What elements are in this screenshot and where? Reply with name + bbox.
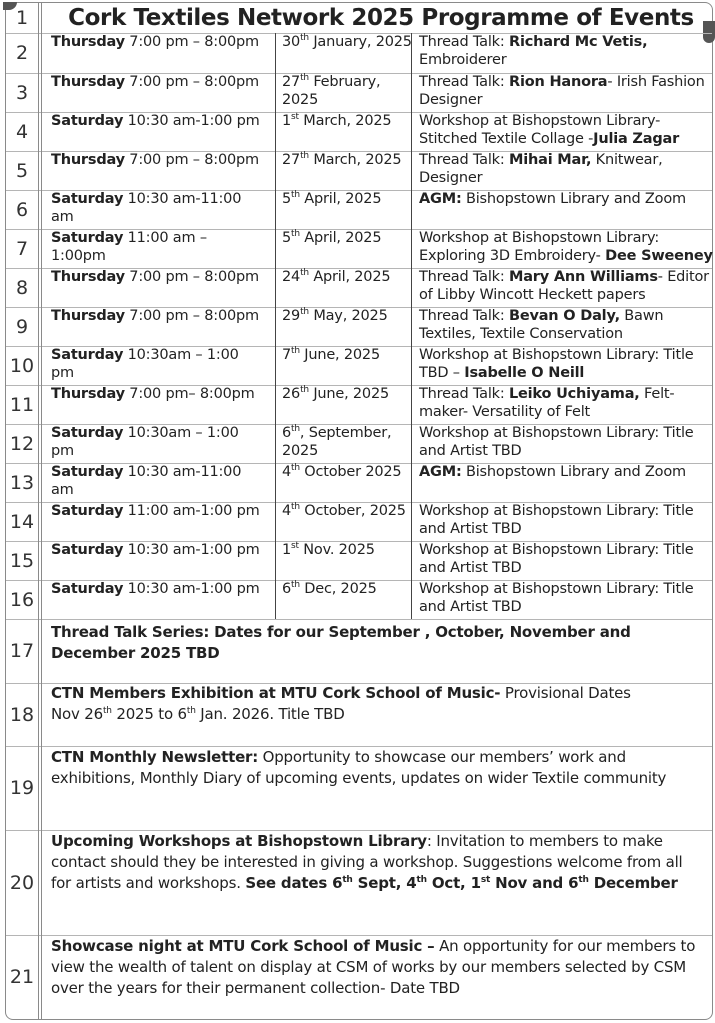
note-sup: st (480, 875, 491, 885)
date-rest: April, 2025 (299, 230, 382, 246)
row-number-divider (41, 424, 42, 463)
row-number: 3 (6, 73, 39, 112)
row-number-divider (41, 619, 42, 683)
row-number-divider (41, 502, 42, 541)
table-row (6, 307, 712, 347)
row-number-divider (41, 346, 42, 385)
description-bold: Isabelle O Neill (464, 365, 585, 381)
note-sup: th (342, 875, 353, 885)
note-sup: th (416, 875, 427, 885)
event-description (411, 151, 715, 190)
event-date (275, 385, 414, 424)
note-bold: Sept, 4 (352, 874, 417, 892)
event-day: Thursday (51, 74, 125, 90)
date-rest: June, 2025 (308, 386, 390, 402)
event-description (411, 580, 715, 619)
event-day-time (51, 190, 263, 226)
table-row (6, 268, 712, 308)
date-number: 4 (282, 464, 292, 480)
note-text (51, 936, 706, 999)
date-number: 4 (282, 503, 292, 519)
table-row (6, 935, 712, 1019)
description-text: Bawn Textiles, Textile Conservation (419, 308, 664, 342)
date-suffix: th (291, 502, 300, 513)
event-day: Thursday (51, 269, 125, 285)
description-bold: Rion Hanora (508, 74, 608, 90)
note-regular: Nov 26 (51, 705, 103, 723)
date-suffix: th (291, 463, 300, 474)
description-text: Workshop at Bishopstown Library: Title and Artist TBD (419, 542, 694, 576)
date-suffix: th (291, 190, 300, 201)
event-date (275, 307, 414, 346)
description-text: Workshop at Bishopstown Library- Stitched Textile Collage - (419, 113, 661, 147)
event-date (275, 112, 414, 151)
note-text (51, 831, 706, 894)
event-date (275, 229, 414, 268)
date-rest: October, 2025 (299, 503, 406, 519)
note-bold: December (588, 874, 678, 892)
event-time: 7:00 pm – 8:00pm (124, 308, 259, 324)
row-number: 20 (6, 830, 39, 935)
note-sup: th (578, 875, 589, 885)
event-description (411, 307, 715, 346)
row-number-divider (41, 3, 42, 33)
event-time: 7:00 pm – 8:00pm (124, 152, 259, 168)
event-date (275, 190, 414, 229)
date-number: 5 (282, 230, 292, 246)
note-bold: Thread Talk Series: Dates for our September , October, November and December 2025 TBD (51, 623, 631, 662)
row-number-divider (41, 268, 42, 307)
row-number: 7 (6, 229, 39, 268)
row-number: 5 (6, 151, 39, 190)
description-bold: Bevan O Daly, (508, 308, 620, 324)
table-row (6, 190, 712, 230)
description-bold: Richard Mc Vetis, (508, 34, 648, 50)
description-bold: AGM: (419, 464, 462, 480)
page-title: Cork Textiles Network 2025 Programme of Events (68, 5, 694, 31)
event-day-time (51, 307, 263, 325)
table-row (6, 33, 712, 74)
event-day: Saturday (51, 425, 124, 441)
event-description (411, 190, 715, 229)
event-description (411, 346, 715, 385)
row-number-divider (41, 935, 42, 1019)
description-text: Workshop at Bishopstown Library: Exploring 3D Embroidery- (419, 230, 660, 264)
description-text: Felt-maker- Versatility of Felt (419, 386, 675, 420)
date-number: 5 (282, 191, 292, 207)
row-number-divider (41, 307, 42, 346)
description-text: Thread Talk: (419, 269, 509, 285)
row-number-divider (41, 151, 42, 190)
description-text: Thread Talk: (419, 74, 509, 90)
description-bold: Leiko Uchiyama, (508, 386, 640, 402)
event-time: 11:00 am – 1:00pm (51, 230, 207, 264)
date-rest: April, 2025 (299, 191, 382, 207)
date-number: 1 (282, 113, 292, 129)
event-day: Thursday (51, 308, 125, 324)
row-number-divider (41, 112, 42, 151)
description-text: - Irish Fashion Designer (419, 74, 705, 108)
row-number: 1 (6, 3, 39, 33)
event-time: 10:30am – 1:00 pm (51, 425, 239, 459)
note-regular: An opportunity for our members to view the wealth of talent on display at CSM of works by our members selected by CSM over the years for their permanent collection- Date TBD (51, 937, 696, 997)
event-description (411, 385, 715, 424)
event-date (275, 502, 414, 541)
row-number: 12 (6, 424, 39, 463)
description-bold: Mihai Mar, (508, 152, 592, 168)
description-text: Embroiderer (419, 52, 507, 68)
description-text: Workshop at Bishopstown Library: Title TBD – (419, 347, 694, 381)
row-number: 2 (6, 33, 39, 73)
note-bold: Showcase night at MTU Cork School of Music – (51, 937, 435, 955)
note-text (51, 747, 706, 789)
note-bold: Oct, 1 (426, 874, 481, 892)
date-suffix: th (291, 346, 300, 357)
date-suffix: th (300, 151, 309, 162)
table-row (6, 229, 712, 269)
table-row (6, 424, 712, 464)
table-row (6, 385, 712, 425)
date-number: 6 (282, 581, 292, 597)
date-rest: Dec, 2025 (299, 581, 377, 597)
row-number-divider (41, 229, 42, 268)
event-time: 7:00 pm– 8:00pm (124, 386, 255, 402)
date-suffix: th (300, 307, 309, 318)
event-date (275, 73, 414, 112)
event-time: 10:30 am-1:00 pm (123, 542, 260, 558)
event-day-time (51, 151, 263, 169)
event-time: 7:00 pm – 8:00pm (124, 269, 259, 285)
date-number: 27 (282, 74, 301, 90)
event-description (411, 502, 715, 541)
event-description (411, 268, 715, 307)
date-number: 7 (282, 347, 292, 363)
note-bold: CTN Members Exhibition at MTU Cork School of Music- (51, 684, 501, 702)
row-number: 14 (6, 502, 39, 541)
date-rest: February, 2025 (282, 74, 381, 108)
event-date (275, 268, 414, 307)
event-day-time (51, 463, 263, 499)
row-number-divider (41, 33, 42, 73)
event-day: Saturday (51, 464, 124, 480)
event-day-time (51, 229, 263, 265)
table-row (6, 580, 712, 620)
note-regular: 2025 to 6 (111, 705, 187, 723)
event-day-time (51, 33, 263, 51)
description-bold: Mary Ann Williams (508, 269, 658, 285)
date-rest: October 2025 (299, 464, 402, 480)
row-number-divider (41, 190, 42, 229)
table-row (6, 73, 712, 113)
event-time: 11:00 am-1:00 pm (123, 503, 260, 519)
table-row (6, 346, 712, 386)
note-regular: Opportunity to showcase our members’ work and exhibitions, Monthly Diary of upcoming events, updates on wider Textile community (51, 748, 667, 787)
event-date (275, 151, 414, 190)
date-suffix: th (300, 268, 309, 279)
date-suffix: th (300, 385, 309, 396)
event-day-time (51, 580, 263, 598)
date-suffix: th (291, 580, 300, 591)
event-day: Saturday (51, 347, 124, 363)
note-sup: th (186, 706, 196, 716)
description-bold: Julia Zagar (593, 131, 680, 147)
description-text: Thread Talk: (419, 386, 509, 402)
date-number: 29 (282, 308, 301, 324)
event-day-time (51, 268, 263, 286)
table-row (6, 463, 712, 503)
event-day-time (51, 346, 263, 382)
note-text (51, 683, 706, 725)
event-day-time (51, 385, 263, 403)
note-bold: Upcoming Workshops at Bishopstown Library (51, 832, 427, 850)
event-day: Saturday (51, 230, 124, 246)
table-row (6, 112, 712, 152)
note-regular: Provisional Dates (500, 684, 631, 702)
date-number: 6 (282, 425, 292, 441)
date-suffix: st (291, 541, 299, 552)
table-row (6, 3, 712, 34)
event-time: 10:30 am-1:00 pm (123, 113, 260, 129)
row-number: 10 (6, 346, 39, 385)
row-number: 11 (6, 385, 39, 424)
event-day: Saturday (51, 581, 124, 597)
event-description (411, 73, 715, 112)
note-regular: : Invitation to members to make contact should they be interested in giving a workshop. Suggestions welcome from all for artists and workshops. (51, 832, 683, 892)
table-row (6, 683, 712, 747)
event-day: Saturday (51, 503, 124, 519)
event-description (411, 229, 715, 268)
event-day: Thursday (51, 386, 125, 402)
date-rest: April, 2025 (308, 269, 391, 285)
event-time: 10:30 am-11:00 am (51, 464, 242, 498)
event-date (275, 580, 414, 619)
table-row (6, 746, 712, 831)
date-number: 24 (282, 269, 301, 285)
event-time: 7:00 pm – 8:00pm (124, 74, 259, 90)
event-description (411, 424, 715, 463)
row-number: 19 (6, 746, 39, 830)
description-bold: AGM: (419, 191, 462, 207)
description-text: Knitwear, Designer (419, 152, 663, 186)
description-text: Workshop at Bishopstown Library: Title and Artist TBD (419, 581, 694, 615)
date-suffix: th (291, 424, 300, 435)
date-number: 26 (282, 386, 301, 402)
event-description (411, 463, 715, 502)
event-day-time (51, 502, 263, 520)
event-date (275, 33, 414, 73)
row-number-divider (41, 683, 42, 746)
note-sup: th (102, 706, 112, 716)
description-bold: Dee Sweeney (605, 248, 713, 264)
date-number: 1 (282, 542, 292, 558)
programme-sheet (5, 2, 713, 1020)
row-number: 4 (6, 112, 39, 151)
row-number-divider (41, 463, 42, 502)
date-suffix: th (300, 33, 309, 44)
event-day-time (51, 112, 263, 130)
description-text: Thread Talk: (419, 308, 509, 324)
row-number-divider (41, 73, 42, 112)
event-day: Saturday (51, 542, 124, 558)
description-text: Thread Talk: (419, 152, 509, 168)
event-time: 10:30 am-1:00 pm (123, 581, 260, 597)
description-text: Bishopstown Library and Zoom (461, 191, 686, 207)
date-rest: , September, 2025 (282, 425, 392, 459)
row-number: 13 (6, 463, 39, 502)
note-bold: Nov and 6 (490, 874, 579, 892)
date-suffix: th (291, 229, 300, 240)
row-number-divider (41, 830, 42, 935)
date-rest: January, 2025 (308, 34, 412, 50)
description-text: Bishopstown Library and Zoom (461, 464, 686, 480)
description-text: - Editor of Libby Wincott Heckett papers (419, 269, 709, 303)
event-description (411, 541, 715, 580)
event-day: Thursday (51, 152, 125, 168)
event-day: Saturday (51, 113, 124, 129)
event-description (411, 33, 715, 73)
date-rest: March, 2025 (308, 152, 402, 168)
row-number-divider (41, 385, 42, 424)
event-date (275, 463, 414, 502)
event-time: 10:30am – 1:00 pm (51, 347, 239, 381)
date-rest: June, 2025 (299, 347, 380, 363)
description-text: Workshop at Bishopstown Library: Title and Artist TBD (419, 503, 694, 537)
date-suffix: st (291, 112, 299, 123)
note-bold: CTN Monthly Newsletter: (51, 748, 259, 766)
row-number-divider (41, 541, 42, 580)
row-number: 18 (6, 683, 39, 746)
event-day-time (51, 73, 263, 91)
table-row (6, 830, 712, 936)
event-day: Saturday (51, 191, 124, 207)
row-number: 21 (6, 935, 39, 1019)
table-row (6, 502, 712, 542)
row-number: 8 (6, 268, 39, 307)
row-number: 15 (6, 541, 39, 580)
table-row (6, 151, 712, 191)
event-time: 10:30 am-11:00 am (51, 191, 242, 225)
event-day: Thursday (51, 34, 125, 50)
event-date (275, 541, 414, 580)
note-regular: Jan. 2026. Title TBD (195, 705, 345, 723)
description-text: Thread Talk: (419, 34, 509, 50)
date-suffix: th (300, 73, 309, 84)
table-row (6, 619, 712, 684)
row-number-divider (41, 746, 42, 830)
date-rest: Nov. 2025 (298, 542, 375, 558)
row-number: 9 (6, 307, 39, 346)
note-bold: See dates 6 (245, 874, 343, 892)
table-row (6, 541, 712, 581)
event-date (275, 346, 414, 385)
description-text: Workshop at Bishopstown Library: Title and Artist TBD (419, 425, 694, 459)
event-day-time (51, 424, 263, 460)
event-date (275, 424, 414, 463)
note-text (51, 622, 706, 664)
row-number: 16 (6, 580, 39, 619)
date-number: 30 (282, 34, 301, 50)
event-time: 7:00 pm – 8:00pm (124, 34, 259, 50)
row-number: 6 (6, 190, 39, 229)
date-rest: March, 2025 (298, 113, 392, 129)
row-number: 17 (6, 619, 39, 683)
event-description (411, 112, 715, 151)
date-number: 27 (282, 152, 301, 168)
row-number-divider (41, 580, 42, 619)
date-rest: May, 2025 (308, 308, 388, 324)
event-day-time (51, 541, 263, 559)
